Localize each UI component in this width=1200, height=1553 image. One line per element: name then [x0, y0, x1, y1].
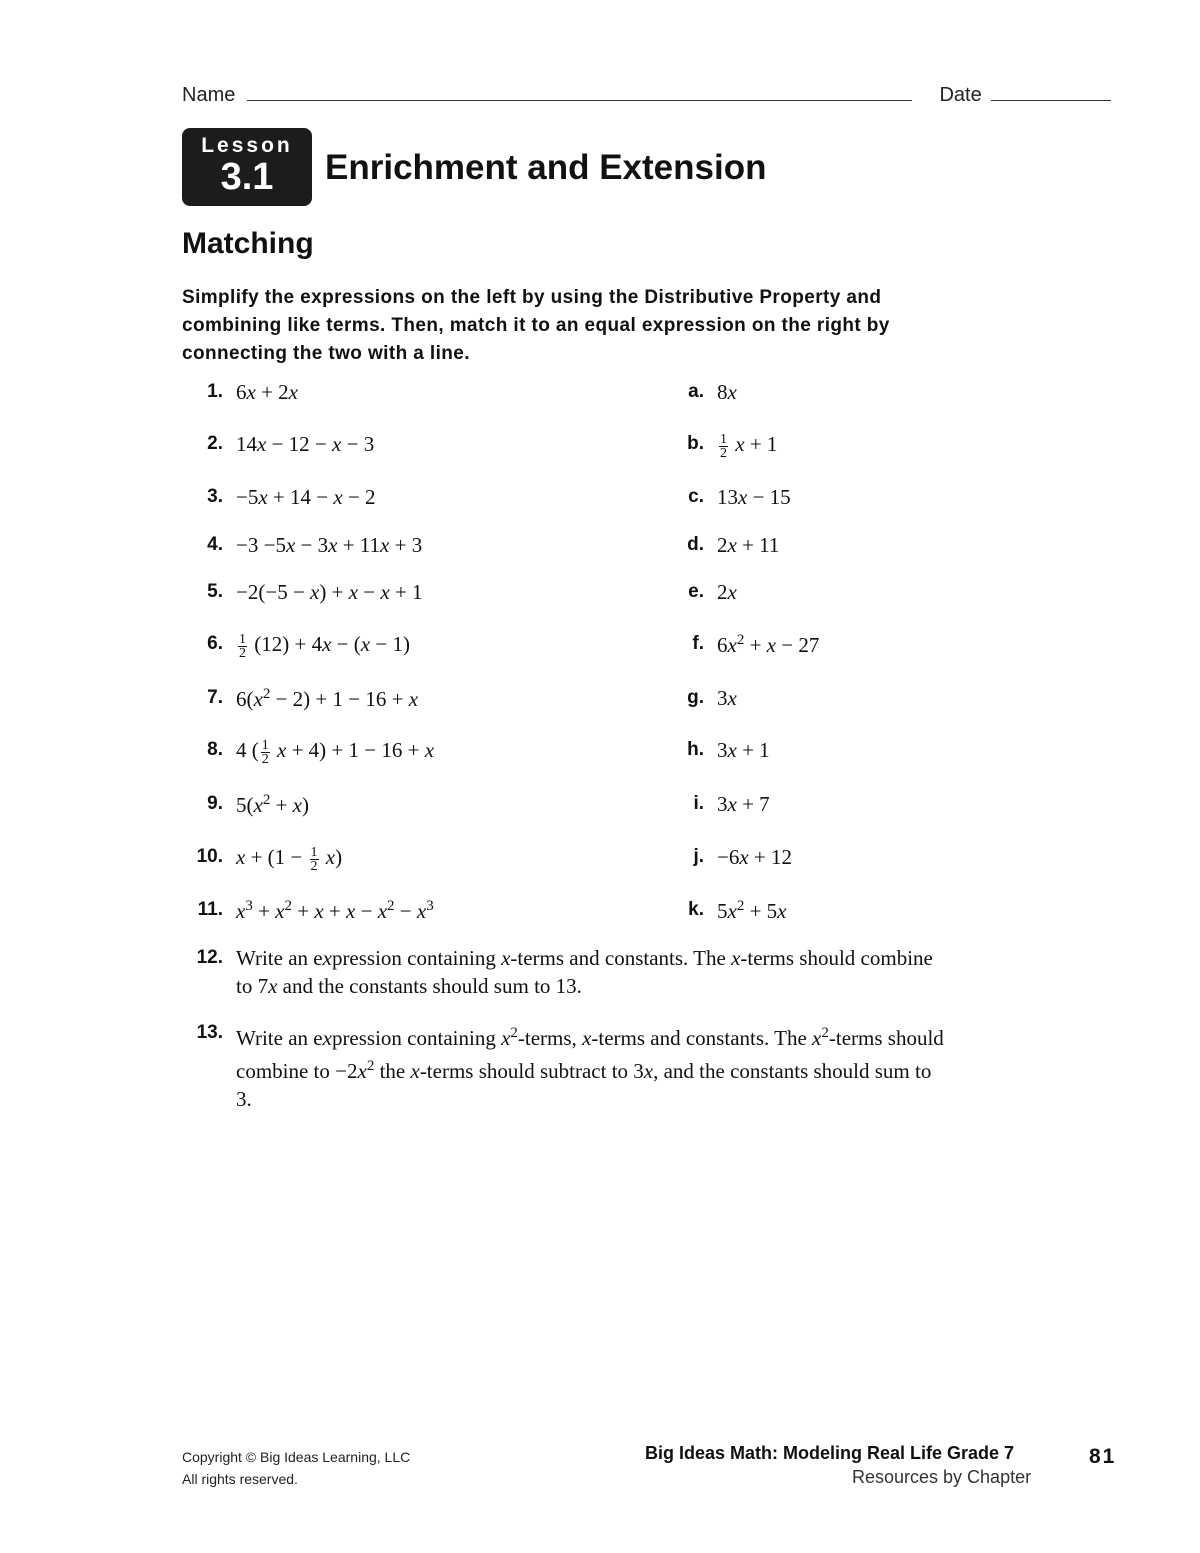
- left-item-label: 4.: [207, 534, 223, 555]
- rights-text: All rights reserved.: [182, 1471, 298, 1487]
- right-item-expression: 2x + 11: [717, 533, 780, 557]
- footer-subtitle: Resources by Chapter: [852, 1467, 1032, 1487]
- right-item-label: b.: [687, 433, 704, 454]
- left-item-label: 6.: [207, 633, 223, 654]
- left-item-expression: 14x − 12 − x − 3: [236, 432, 375, 456]
- left-item-label: 9.: [207, 793, 223, 814]
- left-item-label: 1.: [207, 381, 223, 402]
- left-item-expression: −5x + 14 − x − 2: [236, 485, 376, 509]
- problem-label: 12.: [196, 947, 223, 968]
- right-item-label: j.: [693, 846, 704, 867]
- right-item-expression: $5x^2 + 5x$: [717, 898, 787, 923]
- right-item-label: a.: [688, 381, 704, 402]
- left-item-label: 3.: [207, 486, 223, 507]
- page-number: 81: [1089, 1445, 1117, 1468]
- lesson-badge: [182, 128, 312, 206]
- problem-label: 13.: [196, 1022, 223, 1043]
- right-item-expression: 13x − 15: [717, 485, 791, 509]
- lesson-number: 3.1: [220, 156, 274, 198]
- left-item-expression: 4 ( $\frac{1}{2}$ x + 4) + 1 − 16 + x: [236, 737, 435, 767]
- left-item-expression: −2(−5 − x) + x − x + 1: [236, 580, 423, 604]
- left-item-label: 5.: [207, 581, 223, 602]
- right-item-expression: 3x: [717, 686, 737, 710]
- left-item-expression: 6x + 2x: [236, 380, 298, 404]
- left-item-expression: x + (1 − $\frac{1}{2}$ x): [236, 844, 343, 874]
- right-item-label: f.: [692, 633, 704, 654]
- left-item-label: 8.: [207, 739, 223, 760]
- right-item-label: g.: [687, 687, 704, 708]
- left-item-expression: $\frac{1}{2}$ (12) + 4x − (x − 1): [239, 631, 410, 661]
- right-item-expression: $6x^2 + x - 27$: [717, 632, 820, 657]
- right-item-expression: 8x: [717, 380, 737, 404]
- problem-text: Write an expression containing x-terms and constants. The x-terms should combine to 7x and the constants should sum to 13.: [236, 946, 933, 998]
- instructions: Simplify the expressions on the left by using the Distributive Property and combining like terms. Then, match it to an equal expression on the right by connecting the two with a line.: [182, 287, 890, 364]
- name-label: Name: [182, 84, 236, 106]
- date-field-line[interactable]: [991, 84, 1111, 101]
- right-item-label: i.: [693, 793, 704, 814]
- left-item-label: 10.: [196, 846, 223, 867]
- left-item-expression: −3 −5x − 3x + 11x + 3: [236, 533, 423, 557]
- left-item-label: 2.: [207, 433, 223, 454]
- copyright-text: Copyright © Big Ideas Learning, LLC: [182, 1449, 411, 1465]
- name-field-line[interactable]: [247, 84, 912, 101]
- right-item-expression: 3x + 7: [717, 792, 770, 816]
- left-item-label: 7.: [207, 687, 223, 708]
- right-item-label: k.: [688, 899, 704, 920]
- right-item-expression: 2x: [717, 580, 737, 604]
- left-item-expression: $x^3 + x^2 + x + x - x^2 - x^3$: [236, 898, 434, 923]
- name-date-header: [182, 84, 1111, 107]
- lesson-word: Lesson: [201, 134, 293, 157]
- page-title: Enrichment and Extension: [325, 148, 767, 187]
- problem-text: Write an expression containing $x^2$-terms, x-terms and constants. The $x^2$-terms should combine to $-2x^2$ the x-terms should subtract to 3x, and the constants should sum to 3.: [236, 1025, 944, 1111]
- right-item-label: e.: [688, 581, 704, 602]
- footer-book-title: Big Ideas Math: Modeling Real Life Grade 7: [645, 1443, 1015, 1463]
- left-item-expression: $6(x^2 - 2) + 1 - 16 + x$: [236, 686, 419, 711]
- right-item-expression: $\frac{1}{2}$ x + 1: [720, 431, 778, 461]
- right-item-label: c.: [688, 486, 704, 507]
- right-item-expression: −6x + 12: [717, 845, 793, 869]
- section-heading: Matching: [182, 227, 314, 260]
- right-item-expression: 3x + 1: [717, 738, 770, 762]
- footer-copyright-block: [182, 1446, 410, 1490]
- right-item-label: h.: [687, 739, 704, 760]
- left-item-expression: $5(x^2 + x)$: [236, 792, 309, 817]
- date-label: Date: [939, 84, 982, 106]
- right-item-label: d.: [687, 534, 704, 555]
- left-item-label: 11.: [197, 899, 223, 920]
